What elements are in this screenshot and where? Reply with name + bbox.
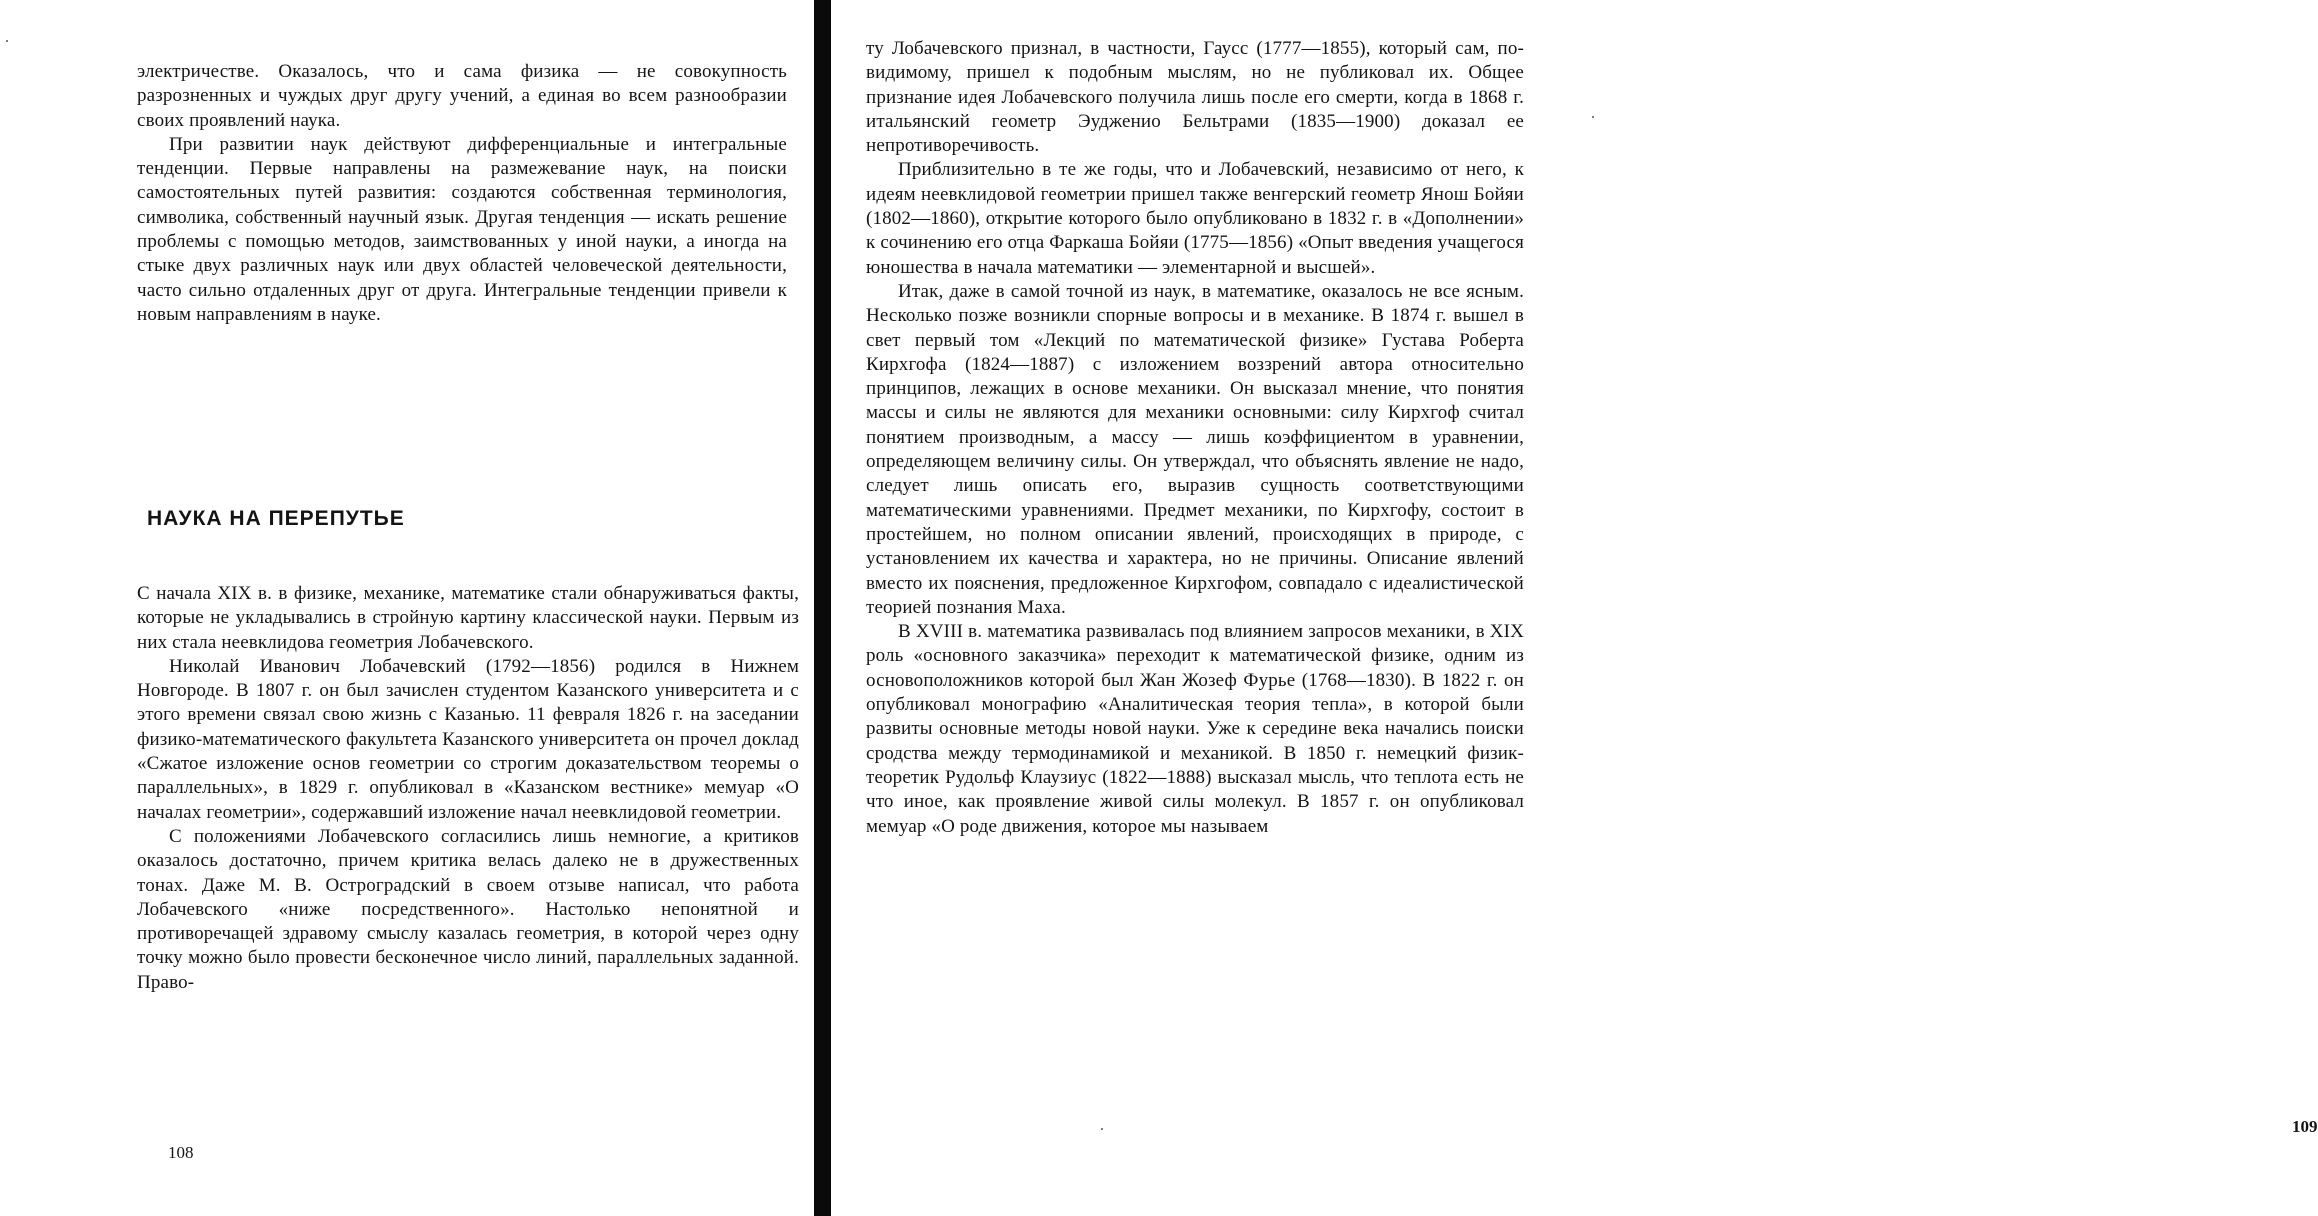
paragraph: При развитии наук действуют дифференциальные и интегральные тенденции. Первые направлены на размежевание наук, на поиски самостоятельных путей развития: создаются собственная терминология, символика, собственный научный язык. Другая тенденция — искать решение проблемы с помощью методов, заимствованных у иной науки, а иногда на стыке двух различных наук или двух областей человеческой деятельности, часто сильно отдаленных друг от друга. Интегральные тенденции привели к новым направлениям в науке. bbox=[137, 133, 787, 325]
paragraph: Итак, даже в самой точной из наук, в математике, оказалось не все ясным. Несколько позже возникли спорные вопросы и в механике. В 1874 г. вышел в свет первый том «Лекций по математической физике» Густава Роберта Кирхгофа (1824—1887) с изложением воззрений автора относительно принципов, лежащих в основе механики. Он высказал мнение, что понятия массы и силы не являются для механики основными: силу Кирхгоф считал понятием производным, а массу — лишь коэффициентом в уравнении, определяющем величину силы. Он утверждал, что объяснять явление не надо, следует лишь описать его, выразив сущность соответствующими математическими уравнениями. Предмет механики, по Кирхгофу, состоит в простейшем, но полном описании явлений, происходящих в природе, с установлением их качества и характера, но не причины. Описание явлений вместо их пояснения, предложенное Кирхгофом, совпадало с идеалистической теорией познания Маха. bbox=[866, 280, 1524, 618]
left-page bbox=[0, 0, 818, 1216]
scan-speck bbox=[6, 40, 8, 42]
left-top-text bbox=[137, 60, 787, 327]
left-main-text bbox=[137, 582, 799, 995]
section-title: НАУКА НА ПЕРЕПУТЬЕ bbox=[147, 507, 405, 530]
paragraph: В XVIII в. математика развивалась под влиянием запросов механики, в XIX роль «основного заказчика» переходит к математической физике, одним из основоположников которой был Жан Жозеф Фурье (1768—1830). В 1822 г. он опубликовал монографию «Аналитическая теория тепла», в которой были развиты основные методы новой науки. Уже к середине века начались поиски сродства между термодинамикой и механикой. В 1850 г. немецкий физик-теоретик Рудольф Клаузиус (1822—1888) высказал мысль, что теплота есть не что иное, как проявление живой силы молекул. В 1857 г. он опубликовал мемуар «О роде движения, которое мы называем bbox=[866, 621, 1524, 837]
paragraph: ту Лобачевского признал, в частности, Гаусс (1777—1855), который сам, по-видимому, пришел к подобным мыслям, но не публиковал их. Общее признание идея Лобачевского получила лишь после его смерти, когда в 1868 г. итальянский геометр Эудженио Бельтрами (1835—1900) доказал ее непротиворечивость. bbox=[866, 38, 1524, 157]
scan-speck bbox=[1101, 1128, 1103, 1130]
paragraph: электричестве. Оказалось, что и сама физика — не совокупность разрозненных и чуждых друг другу учений, а единая во всем разнообразии своих проявлений наука. bbox=[137, 61, 787, 131]
paragraph: Николай Иванович Лобачевский (1792—1856) родился в Нижнем Новгороде. В 1807 г. он был зачислен студентом Казанского университета и с этого времени связал свою жизнь с Казанью. 11 февраля 1826 г. на заседании физико-математического факультета Казанского университета он прочел доклад «Сжатое изложение основ геометрии со строгим доказательством теоремы о параллельных», в 1829 г. опубликовал в «Казанском вестнике» мемуар «О началах геометрии», содержавший изложение начал неевклидовой геометрии. bbox=[137, 655, 799, 823]
paragraph: Приблизительно в те же годы, что и Лобачевский, независимо от него, к идеям неевклидовой геометрии пришел также венгерский геометр Янош Бойяи (1802—1860), открытие которого было опубликовано в 1832 г. в «Дополнении» к сочинению его отца Фаркаша Бойяи (1775—1856) «Опыт введения учащегося юношества в начала математики — элементарной и высшей». bbox=[866, 159, 1524, 278]
paragraph: С положениями Лобачевского согласились лишь немногие, а критиков оказалось достаточно, причем критика велась далеко не в дружественных тонах. Даже М. В. Остроградский в своем отзыве написал, что работа Лобачевского «ниже посредственного». Настолько непонятной и противоречащей здравому смыслу казалась геометрия, в которой через одну точку можно было провести бесконечное число линий, параллельных заданной. Право- bbox=[137, 825, 799, 993]
right-main-text bbox=[866, 37, 1524, 839]
page-number-right: 109 bbox=[2292, 1117, 2318, 1136]
paragraph: С начала XIX в. в физике, механике, математике стали обнаруживаться факты, которые не укладывались в стройную картину классической науки. Первым из них стала неевклидова геометрия Лобачевского. bbox=[137, 583, 799, 653]
scan-speck bbox=[1592, 116, 1594, 118]
page-number-left: 108 bbox=[168, 1143, 194, 1162]
